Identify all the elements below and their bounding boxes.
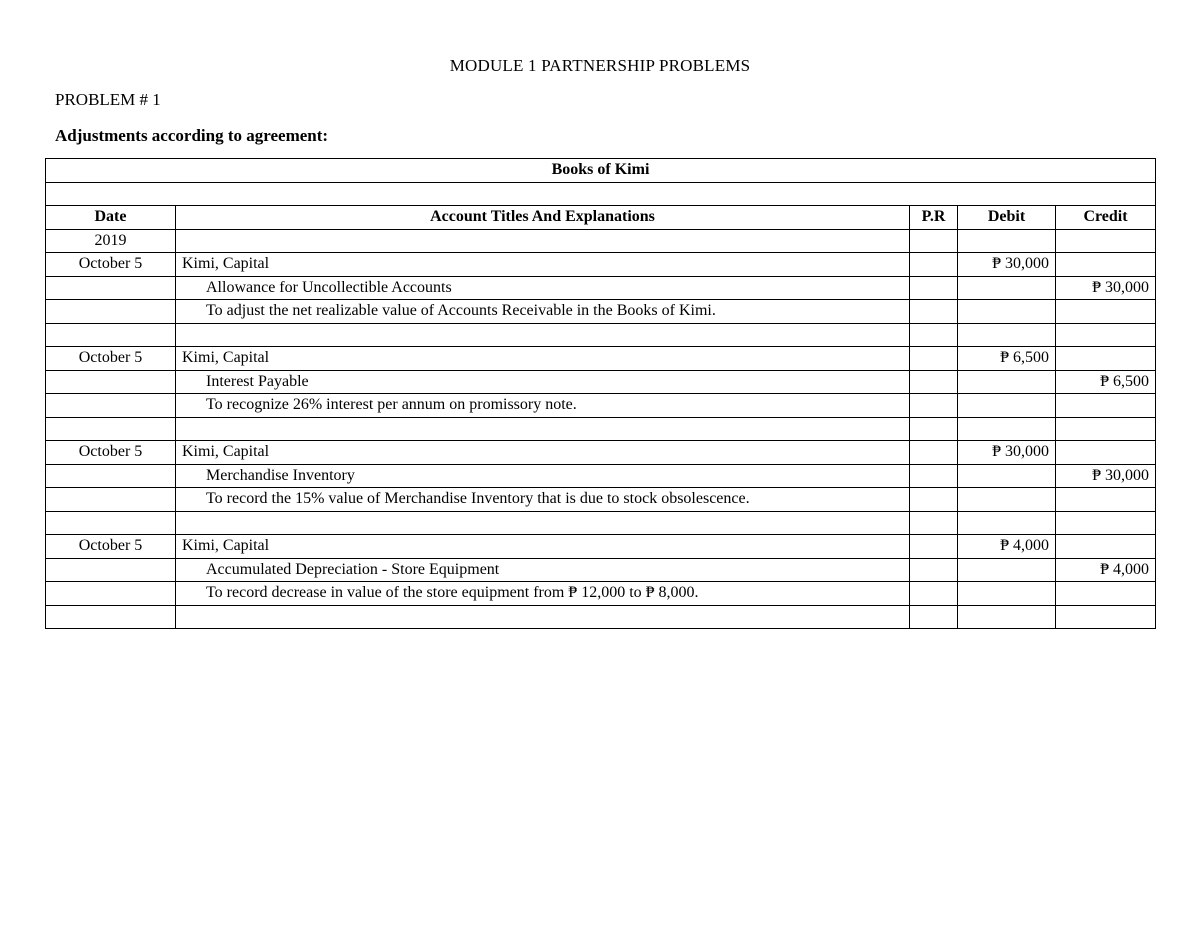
date-cell <box>46 464 176 488</box>
document-title: MODULE 1 PARTNERSHIP PROBLEMS <box>449 56 751 75</box>
debit-cell <box>958 511 1056 535</box>
table-row <box>46 347 1156 371</box>
header-debit: Debit <box>958 206 1056 230</box>
account-cell: Allowance for Uncollectible Accounts <box>176 276 910 300</box>
debit-cell <box>958 605 1056 629</box>
debit-cell <box>958 323 1056 347</box>
credit-cell: ₱ 4,000 <box>1056 558 1156 582</box>
pr-cell <box>910 511 958 535</box>
date-cell: October 5 <box>46 347 176 371</box>
debit-cell: ₱ 6,500 <box>958 347 1056 371</box>
debit-cell <box>958 370 1056 394</box>
pr-cell <box>910 558 958 582</box>
table-row <box>46 605 1156 629</box>
header-credit: Credit <box>1056 206 1156 230</box>
account-cell: Kimi, Capital <box>176 535 910 559</box>
journal-table <box>45 158 1156 629</box>
credit-cell: ₱ 6,500 <box>1056 370 1156 394</box>
credit-cell <box>1056 253 1156 277</box>
pr-cell <box>910 417 958 441</box>
date-cell <box>46 605 176 629</box>
account-cell <box>176 511 910 535</box>
date-cell <box>46 558 176 582</box>
credit-cell: ₱ 30,000 <box>1056 276 1156 300</box>
account-cell: Kimi, Capital <box>176 347 910 371</box>
header-account: Account Titles And Explanations <box>176 206 910 230</box>
account-cell: Merchandise Inventory <box>176 464 910 488</box>
date-cell <box>46 276 176 300</box>
account-cell: To adjust the net realizable value of Accounts Receivable in the Books of Kimi. <box>176 300 910 324</box>
table-row <box>46 441 1156 465</box>
pr-cell <box>910 488 958 512</box>
date-cell: 2019 <box>46 229 176 253</box>
account-cell <box>176 417 910 441</box>
pr-cell <box>910 347 958 371</box>
credit-cell <box>1056 488 1156 512</box>
account-cell: Kimi, Capital <box>176 253 910 277</box>
pr-cell <box>910 464 958 488</box>
table-row <box>46 323 1156 347</box>
table-row <box>46 511 1156 535</box>
account-cell <box>176 229 910 253</box>
debit-cell: ₱ 30,000 <box>958 253 1056 277</box>
credit-cell <box>1056 582 1156 606</box>
header-row <box>46 206 1156 230</box>
date-cell <box>46 511 176 535</box>
table-row <box>46 488 1156 512</box>
table-row <box>46 253 1156 277</box>
table-row <box>46 558 1156 582</box>
debit-cell <box>958 417 1056 441</box>
debit-cell <box>958 394 1056 418</box>
date-cell <box>46 488 176 512</box>
table-row <box>46 229 1156 253</box>
books-title: Books of Kimi <box>46 159 1156 183</box>
account-cell: To record decrease in value of the store equipment from ₱ 12,000 to ₱ 8,000. <box>176 582 910 606</box>
credit-cell <box>1056 417 1156 441</box>
pr-cell <box>910 370 958 394</box>
header-date: Date <box>46 206 176 230</box>
credit-cell: ₱ 30,000 <box>1056 464 1156 488</box>
pr-cell <box>910 300 958 324</box>
header-pr: P.R <box>910 206 958 230</box>
table-row <box>46 417 1156 441</box>
date-cell <box>46 417 176 441</box>
table-row <box>46 464 1156 488</box>
pr-cell <box>910 276 958 300</box>
credit-cell <box>1056 511 1156 535</box>
debit-cell <box>958 558 1056 582</box>
table-row <box>46 276 1156 300</box>
date-cell <box>46 394 176 418</box>
pr-cell <box>910 582 958 606</box>
pr-cell <box>910 394 958 418</box>
table-row <box>46 394 1156 418</box>
date-cell <box>46 582 176 606</box>
debit-cell: ₱ 4,000 <box>958 535 1056 559</box>
debit-cell <box>958 488 1056 512</box>
blank-row <box>46 182 1156 206</box>
books-title-row <box>46 159 1156 183</box>
table-row <box>46 535 1156 559</box>
credit-cell <box>1056 300 1156 324</box>
debit-cell <box>958 229 1056 253</box>
account-cell: Kimi, Capital <box>176 441 910 465</box>
pr-cell <box>910 229 958 253</box>
debit-cell: ₱ 30,000 <box>958 441 1056 465</box>
account-cell: Interest Payable <box>176 370 910 394</box>
account-cell: To recognize 26% interest per annum on promissory note. <box>176 394 910 418</box>
table-row <box>46 582 1156 606</box>
debit-cell <box>958 300 1056 324</box>
problem-label: PROBLEM # 1 <box>55 90 161 109</box>
date-cell: October 5 <box>46 535 176 559</box>
credit-cell <box>1056 535 1156 559</box>
credit-cell <box>1056 605 1156 629</box>
credit-cell <box>1056 229 1156 253</box>
debit-cell <box>958 276 1056 300</box>
pr-cell <box>910 323 958 347</box>
blank-cell <box>46 182 1156 206</box>
section-subtitle: Adjustments according to agreement: <box>55 126 329 145</box>
date-cell: October 5 <box>46 253 176 277</box>
pr-cell <box>910 605 958 629</box>
pr-cell <box>910 535 958 559</box>
account-cell <box>176 605 910 629</box>
date-cell <box>46 370 176 394</box>
debit-cell <box>958 464 1056 488</box>
account-cell: Accumulated Depreciation - Store Equipment <box>176 558 910 582</box>
date-cell <box>46 323 176 347</box>
table-row <box>46 370 1156 394</box>
account-cell: To record the 15% value of Merchandise Inventory that is due to stock obsolescence. <box>176 488 910 512</box>
credit-cell <box>1056 347 1156 371</box>
account-cell <box>176 323 910 347</box>
pr-cell <box>910 253 958 277</box>
pr-cell <box>910 441 958 465</box>
credit-cell <box>1056 394 1156 418</box>
credit-cell <box>1056 441 1156 465</box>
journal-body <box>46 229 1156 629</box>
debit-cell <box>958 582 1056 606</box>
table-row <box>46 300 1156 324</box>
date-cell: October 5 <box>46 441 176 465</box>
date-cell <box>46 300 176 324</box>
credit-cell <box>1056 323 1156 347</box>
